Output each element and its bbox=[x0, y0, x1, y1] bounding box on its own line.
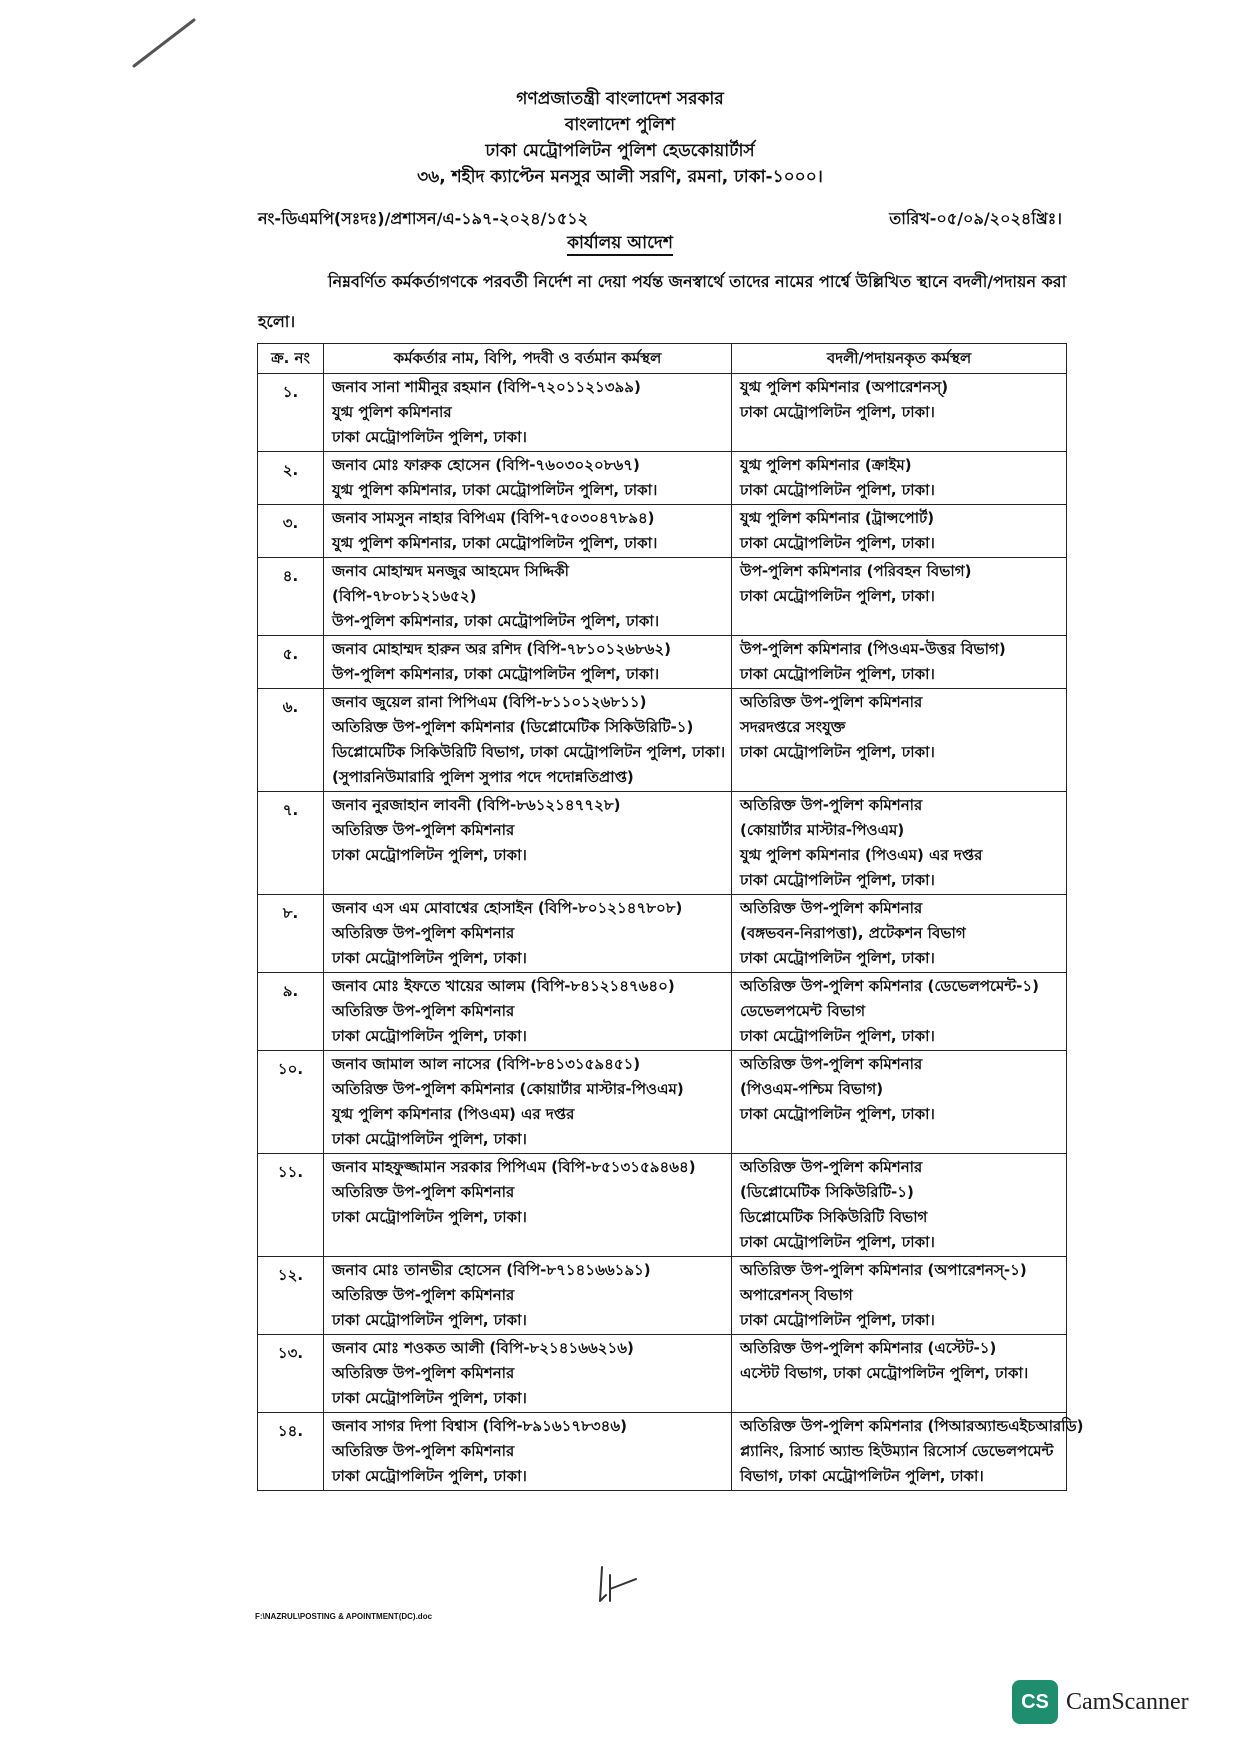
office-order-title-text: কার্যালয় আদেশ bbox=[567, 233, 673, 256]
table-row bbox=[258, 689, 1067, 792]
officer-line: জনাব জুয়েল রানা পিপিএম (বিপি-৮১১০১২৬৮১১) bbox=[332, 693, 647, 711]
officer-line: জনাব মোহাম্মদ মনজুর আহমেদ সিদ্দিকী bbox=[332, 562, 569, 580]
table-row bbox=[258, 558, 1067, 636]
officer-line: (বিপি-৭৮০৮১২১৬৫২) bbox=[332, 587, 477, 605]
posting-line: সদরদপ্তরে সংযুক্ত bbox=[740, 718, 846, 736]
officer-line: উপ-পুলিশ কমিশনার, ঢাকা মেট্রোপলিটন পুলিশ, ঢাকা। bbox=[332, 665, 660, 683]
serial-number-cell: ২. bbox=[258, 452, 324, 505]
posting-cell bbox=[732, 1413, 1084, 1491]
column-header-officer: কর্মকর্তার নাম, বিপি, পদবী ও বর্তমান কর্মস্থল bbox=[324, 344, 732, 374]
officer-line: ঢাকা মেট্রোপলিটন পুলিশ, ঢাকা। bbox=[332, 1311, 527, 1329]
officer-cell bbox=[324, 636, 732, 689]
posting-line: ঢাকা মেট্রোপলিটন পুলিশ, ঢাকা। bbox=[740, 403, 935, 421]
serial-number-cell: ৬. bbox=[258, 689, 324, 792]
posting-line: ঢাকা মেট্রোপলিটন পুলিশ, ঢাকা। bbox=[740, 871, 935, 889]
table-row bbox=[258, 1335, 1067, 1413]
posting-line: ঢাকা মেট্রোপলিটন পুলিশ, ঢাকা। bbox=[740, 1233, 935, 1251]
posting-line: যুগ্ম পুলিশ কমিশনার (অপারেশনস্) bbox=[740, 378, 949, 396]
posting-line: (বঙ্গভবন-নিরাপত্তা), প্রটেকশন বিভাগ bbox=[740, 924, 966, 942]
officer-cell bbox=[324, 452, 732, 505]
posting-line: যুগ্ম পুলিশ কমিশনার (ক্রাইম) bbox=[740, 456, 912, 474]
officer-line: অতিরিক্ত উপ-পুলিশ কমিশনার bbox=[332, 1286, 515, 1304]
officer-line: যুগ্ম পুলিশ কমিশনার, ঢাকা মেট্রোপলিটন পুলিশ, ঢাকা। bbox=[332, 534, 658, 552]
table-row bbox=[258, 973, 1067, 1051]
officer-line: অতিরিক্ত উপ-পুলিশ কমিশনার (কোয়ার্টার মাস্টার-পিওএম) bbox=[332, 1080, 684, 1098]
officer-line: অতিরিক্ত উপ-পুলিশ কমিশনার bbox=[332, 1183, 515, 1201]
handwritten-initial bbox=[596, 1565, 642, 1605]
transfer-table bbox=[257, 343, 1084, 1491]
serial-number-cell: ৩. bbox=[258, 505, 324, 558]
officer-line: উপ-পুলিশ কমিশনার, ঢাকা মেট্রোপলিটন পুলিশ, ঢাকা। bbox=[332, 612, 660, 630]
posting-line: অতিরিক্ত উপ-পুলিশ কমিশনার (ডেভেলপমেন্ট-১) bbox=[740, 977, 1039, 995]
posting-line: ঢাকা মেট্রোপলিটন পুলিশ, ঢাকা। bbox=[740, 1105, 935, 1123]
officer-line: ঢাকা মেট্রোপলিটন পুলিশ, ঢাকা। bbox=[332, 1389, 527, 1407]
posting-line: ঢাকা মেট্রোপলিটন পুলিশ, ঢাকা। bbox=[740, 1027, 935, 1045]
posting-line: ঢাকা মেট্রোপলিটন পুলিশ, ঢাকা। bbox=[740, 743, 935, 761]
posting-line: ঢাকা মেট্রোপলিটন পুলিশ, ঢাকা। bbox=[740, 1311, 935, 1329]
letterhead-line-dmp-hq: ঢাকা মেট্রোপলিটন পুলিশ হেডকোয়ার্টার্স bbox=[485, 141, 755, 161]
posting-line: ঢাকা মেট্রোপলিটন পুলিশ, ঢাকা। bbox=[740, 587, 935, 605]
table-row bbox=[258, 1257, 1067, 1335]
posting-line: অতিরিক্ত উপ-পুলিশ কমিশনার bbox=[740, 796, 923, 814]
officer-cell bbox=[324, 1051, 732, 1154]
posting-line: যুগ্ম পুলিশ কমিশনার (ট্রান্সপোর্ট) bbox=[740, 509, 935, 527]
posting-cell bbox=[732, 505, 1067, 558]
letterhead-line-government: গণপ্রজাতন্ত্রী বাংলাদেশ সরকার bbox=[516, 89, 724, 109]
posting-line: অতিরিক্ত উপ-পুলিশ কমিশনার (পিআরঅ্যান্ডএইচআরডি) bbox=[740, 1417, 1084, 1435]
officer-line: জনাব সাগর দিপা বিশ্বাস (বিপি-৮৯১৬১৭৮৩৪৬) bbox=[332, 1417, 627, 1435]
column-header-posting: বদলী/পদায়নকৃত কর্মস্থল bbox=[732, 344, 1067, 374]
serial-number-cell: ১৩. bbox=[258, 1335, 324, 1413]
posting-line: উপ-পুলিশ কমিশনার (পিওএম-উত্তর বিভাগ) bbox=[740, 640, 1006, 658]
posting-cell bbox=[732, 558, 1067, 636]
officer-line: অতিরিক্ত উপ-পুলিশ কমিশনার bbox=[332, 1442, 515, 1460]
order-intro-paragraph: নিম্নবর্ণিত কর্মকর্তাগণকে পরবর্তী নির্দেশ না দেয়া পর্যন্ত জনস্বার্থে তাদের নামের পার্শ্বে উল্লিখিত স্থানে বদলী/পদায়ন করা হলো। bbox=[258, 272, 1067, 331]
serial-number-cell: ১. bbox=[258, 374, 324, 452]
posting-cell bbox=[732, 1154, 1067, 1257]
posting-line: অতিরিক্ত উপ-পুলিশ কমিশনার bbox=[740, 693, 923, 711]
table-row bbox=[258, 1154, 1067, 1257]
posting-line: (পিওএম-পশ্চিম বিভাগ) bbox=[740, 1080, 884, 1098]
officer-cell bbox=[324, 1257, 732, 1335]
posting-line: এস্টেট বিভাগ, ঢাকা মেট্রোপলিটন পুলিশ, ঢাকা। bbox=[740, 1364, 1029, 1382]
officer-cell bbox=[324, 1335, 732, 1413]
posting-cell bbox=[732, 1257, 1067, 1335]
officer-cell bbox=[324, 792, 732, 895]
table-row bbox=[258, 895, 1067, 973]
officer-cell bbox=[324, 558, 732, 636]
serial-number-cell: ১৪. bbox=[258, 1413, 324, 1491]
posting-line: ঢাকা মেট্রোপলিটন পুলিশ, ঢাকা। bbox=[740, 665, 935, 683]
officer-line: জনাব মোঃ তানভীর হোসেন (বিপি-৮৭১৪১৬৬১৯১) bbox=[332, 1261, 651, 1279]
officer-line: ঢাকা মেট্রোপলিটন পুলিশ, ঢাকা। bbox=[332, 1027, 527, 1045]
posting-cell bbox=[732, 895, 1067, 973]
officer-line: ডিপ্লোমেটিক সিকিউরিটি বিভাগ, ঢাকা মেট্রোপলিটন পুলিশ, ঢাকা। bbox=[332, 743, 726, 761]
serial-number-cell: ৪. bbox=[258, 558, 324, 636]
officer-line: ঢাকা মেট্রোপলিটন পুলিশ, ঢাকা। bbox=[332, 1208, 527, 1226]
officer-cell bbox=[324, 1154, 732, 1257]
officer-line: যুগ্ম পুলিশ কমিশনার bbox=[332, 403, 452, 421]
officer-line: অতিরিক্ত উপ-পুলিশ কমিশনার bbox=[332, 1002, 515, 1020]
officer-line: ঢাকা মেট্রোপলিটন পুলিশ, ঢাকা। bbox=[332, 846, 527, 864]
officer-line: যুগ্ম পুলিশ কমিশনার, ঢাকা মেট্রোপলিটন পুলিশ, ঢাকা। bbox=[332, 481, 658, 499]
letterhead-line-police: বাংলাদেশ পুলিশ bbox=[564, 115, 676, 135]
posting-cell bbox=[732, 636, 1067, 689]
posting-cell bbox=[732, 973, 1067, 1051]
officer-cell bbox=[324, 689, 732, 792]
officer-line: জনাব নুরজাহান লাবনী (বিপি-৮৬১২১৪৭৭২৮) bbox=[332, 796, 621, 814]
officer-line: জনাব মোঃ ইফতে খায়ের আলম (বিপি-৮৪১২১৪৭৬৪০) bbox=[332, 977, 675, 995]
officer-line: অতিরিক্ত উপ-পুলিশ কমিশনার (ডিপ্লোমেটিক সিকিউরিটি-১) bbox=[332, 718, 694, 736]
officer-line: (সুপারনিউমারারি পুলিশ সুপার পদে পদোন্নতিপ্রাপ্ত) bbox=[332, 768, 634, 786]
posting-line: অপারেশনস্ বিভাগ bbox=[740, 1286, 853, 1304]
memo-reference-number: নং-ডিএমপি(সঃদঃ)/প্রশাসন/এ-১৯৭-২০২৪/১৫১২ bbox=[258, 209, 589, 228]
officer-line: জনাব জামাল আল নাসের (বিপি-৮৪১৩১৫৯৪৫১) bbox=[332, 1055, 641, 1073]
officer-line: অতিরিক্ত উপ-পুলিশ কমিশনার bbox=[332, 821, 515, 839]
officer-line: জনাব সামসুন নাহার বিপিএম (বিপি-৭৫০৩০৪৭৮৯৪) bbox=[332, 509, 655, 527]
officer-line: জনাব এস এম মোবাশ্বের হোসাইন (বিপি-৮০১২১৪৭৮০৮) bbox=[332, 899, 683, 917]
letterhead-line-address: ৩৬, শহীদ ক্যাপ্টেন মনসুর আলী সরণি, রমনা, ঢাকা-১০০০। bbox=[417, 167, 823, 187]
officer-cell bbox=[324, 973, 732, 1051]
posting-line: প্ল্যানিং, রিসার্চ অ্যান্ড হিউম্যান রিসোর্স ডেভেলপমেন্ট bbox=[740, 1442, 1054, 1460]
posting-line: ঢাকা মেট্রোপলিটন পুলিশ, ঢাকা। bbox=[740, 534, 935, 552]
serial-number-cell: ১২. bbox=[258, 1257, 324, 1335]
letterhead bbox=[0, 86, 1240, 190]
posting-cell bbox=[732, 689, 1067, 792]
table-row bbox=[258, 636, 1067, 689]
camscanner-watermark bbox=[1012, 1680, 1189, 1724]
posting-line: অতিরিক্ত উপ-পুলিশ কমিশনার (অপারেশনস্-১) bbox=[740, 1261, 1027, 1279]
serial-number-cell: ১০. bbox=[258, 1051, 324, 1154]
posting-line: যুগ্ম পুলিশ কমিশনার (পিওএম) এর দপ্তর bbox=[740, 846, 983, 864]
posting-line: ঢাকা মেট্রোপলিটন পুলিশ, ঢাকা। bbox=[740, 481, 935, 499]
officer-cell bbox=[324, 895, 732, 973]
officer-line: অতিরিক্ত উপ-পুলিশ কমিশনার bbox=[332, 1364, 515, 1382]
officer-line: ঢাকা মেট্রোপলিটন পুলিশ, ঢাকা। bbox=[332, 1467, 527, 1485]
posting-line: ডেভেলপমেন্ট বিভাগ bbox=[740, 1002, 866, 1020]
posting-line: (কোয়ার্টার মাস্টার-পিওএম) bbox=[740, 821, 905, 839]
posting-line: ঢাকা মেট্রোপলিটন পুলিশ, ঢাকা। bbox=[740, 949, 935, 967]
posting-cell bbox=[732, 374, 1067, 452]
posting-cell bbox=[732, 452, 1067, 505]
memo-date: তারিখ-০৫/০৯/২০২৪খ্রিঃ। bbox=[889, 209, 1062, 228]
camscanner-name: CamScanner bbox=[1066, 1688, 1189, 1715]
pen-stroke-mark bbox=[130, 16, 200, 70]
table-header-row bbox=[258, 344, 1067, 374]
serial-number-cell: ১১. bbox=[258, 1154, 324, 1257]
serial-number-cell: ৮. bbox=[258, 895, 324, 973]
posting-line: অতিরিক্ত উপ-পুলিশ কমিশনার (এস্টেট-১) bbox=[740, 1339, 997, 1357]
officer-line: ঢাকা মেট্রোপলিটন পুলিশ, ঢাকা। bbox=[332, 949, 527, 967]
camscanner-logo-icon: CS bbox=[1012, 1680, 1058, 1724]
officer-line: জনাব মোঃ ফারুক হোসেন (বিপি-৭৬০৩০২০৮৬৭) bbox=[332, 456, 640, 474]
officer-line: জনাব মোঃ শওকত আলী (বিপি-৮২১৪১৬৬২১৬) bbox=[332, 1339, 634, 1357]
officer-line: অতিরিক্ত উপ-পুলিশ কমিশনার bbox=[332, 924, 515, 942]
officer-cell bbox=[324, 505, 732, 558]
table-row bbox=[258, 1051, 1067, 1154]
posting-line: ডিপ্লোমেটিক সিকিউরিটি বিভাগ bbox=[740, 1208, 928, 1226]
file-path-footer: F:\NAZRUL\POSTING & APOINTMENT(DC).doc bbox=[255, 1612, 433, 1621]
serial-number-cell: ৯. bbox=[258, 973, 324, 1051]
serial-number-cell: ৭. bbox=[258, 792, 324, 895]
posting-cell bbox=[732, 792, 1067, 895]
posting-line: উপ-পুলিশ কমিশনার (পরিবহন বিভাগ) bbox=[740, 562, 972, 580]
serial-number-cell: ৫. bbox=[258, 636, 324, 689]
officer-line: জনাব মোহাম্মদ হারুন অর রশিদ (বিপি-৭৮১০১২৬৮৬২) bbox=[332, 640, 671, 658]
table-row bbox=[258, 374, 1067, 452]
posting-line: অতিরিক্ত উপ-পুলিশ কমিশনার bbox=[740, 1055, 923, 1073]
table-row bbox=[258, 452, 1067, 505]
office-order-title bbox=[0, 230, 1240, 258]
posting-cell bbox=[732, 1051, 1067, 1154]
table-row bbox=[258, 1413, 1067, 1491]
officer-line: ঢাকা মেট্রোপলিটন পুলিশ, ঢাকা। bbox=[332, 1130, 527, 1148]
posting-line: অতিরিক্ত উপ-পুলিশ কমিশনার bbox=[740, 1158, 923, 1176]
column-header-serial: ক্র. নং bbox=[258, 344, 324, 374]
table-body bbox=[258, 374, 1084, 1491]
posting-line: বিভাগ, ঢাকা মেট্রোপলিটন পুলিশ, ঢাকা। bbox=[740, 1467, 984, 1485]
officer-line: জনাব সানা শামীনুর রহমান (বিপি-৭২০১১২১৩৯৯) bbox=[332, 378, 641, 396]
table-row bbox=[258, 792, 1067, 895]
posting-line: (ডিপ্লোমেটিক সিকিউরিটি-১) bbox=[740, 1183, 914, 1201]
officer-line: জনাব মাহফুজ্জামান সরকার পিপিএম (বিপি-৮৫১৩১৫৯৪৬৪) bbox=[332, 1158, 696, 1176]
posting-cell bbox=[732, 1335, 1067, 1413]
officer-cell bbox=[324, 1413, 732, 1491]
posting-line: অতিরিক্ত উপ-পুলিশ কমিশনার bbox=[740, 899, 923, 917]
officer-line: ঢাকা মেট্রোপলিটন পুলিশ, ঢাকা। bbox=[332, 428, 527, 446]
table-row bbox=[258, 505, 1067, 558]
officer-cell bbox=[324, 374, 732, 452]
officer-line: যুগ্ম পুলিশ কমিশনার (পিওএম) এর দপ্তর bbox=[332, 1105, 575, 1123]
